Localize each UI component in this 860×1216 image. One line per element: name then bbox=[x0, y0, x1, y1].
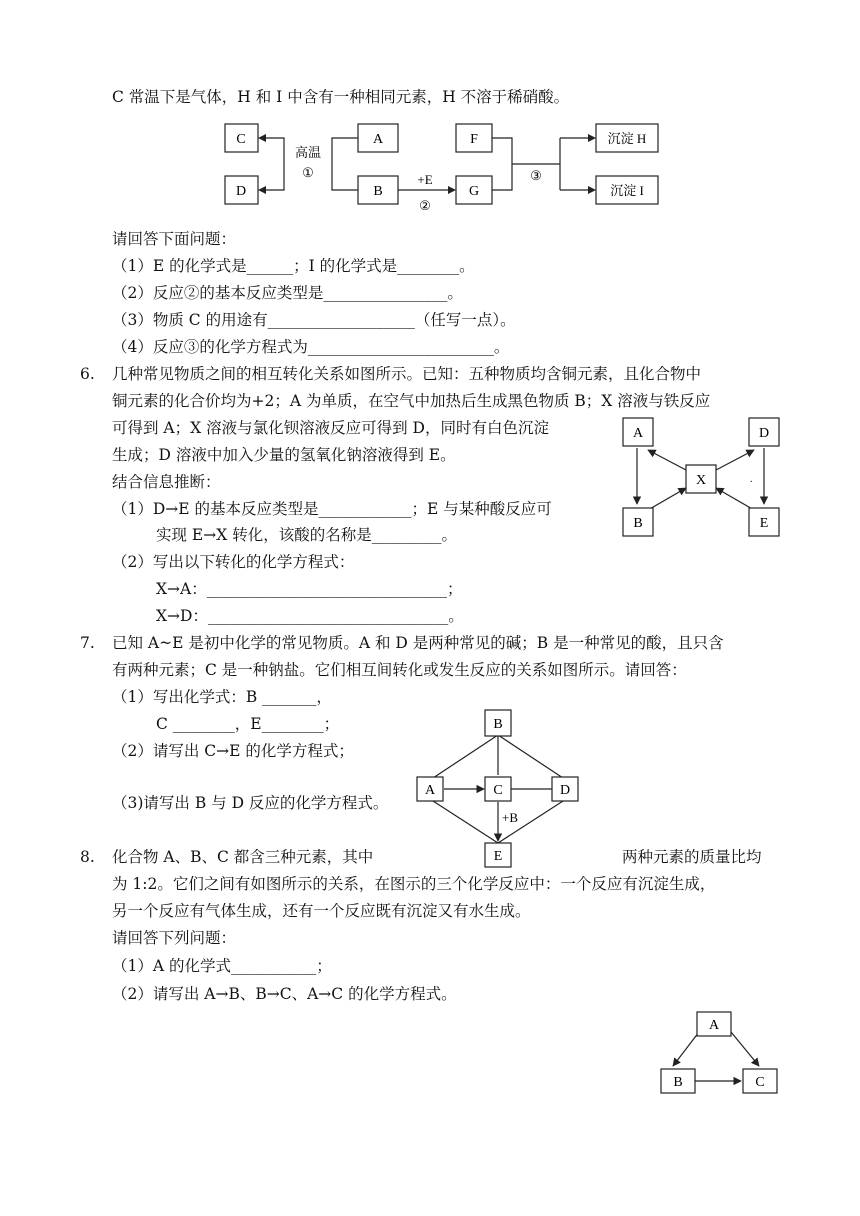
q8-sub1: （1）A 的化学式___________； bbox=[112, 957, 332, 975]
node-g-label: G bbox=[468, 184, 480, 199]
label-plus-e: +E bbox=[417, 172, 433, 187]
q5-sub4: （4）反应③的化学方程式为________________________。 bbox=[112, 338, 510, 356]
node-a-label: A bbox=[372, 132, 384, 147]
q5-reaction-diagram bbox=[220, 118, 670, 210]
node-x bbox=[686, 465, 716, 493]
node-e bbox=[749, 508, 779, 536]
node-b bbox=[358, 176, 398, 204]
node-c bbox=[225, 124, 258, 152]
q6-eq-x-a: X→A：_______________________________； bbox=[156, 580, 463, 598]
q8-line-4: 请回答下列问题： bbox=[112, 929, 237, 947]
q8-triangle-diagram bbox=[655, 1008, 785, 1100]
node-d-label: D bbox=[559, 783, 571, 798]
node-f-label: F bbox=[470, 132, 478, 147]
node-b-label: B bbox=[673, 1075, 683, 1090]
q7-number: 7. bbox=[80, 634, 95, 652]
label-reaction-2: ② bbox=[419, 198, 431, 210]
node-c-label: C bbox=[755, 1075, 765, 1090]
q5-sub1: （1）E 的化学式是______；I 的化学式是________。 bbox=[112, 257, 475, 275]
q6-line-4: 生成；D 溶液中加入少量的氢氧化钠溶液得到 E。 bbox=[112, 446, 456, 464]
q7-sub1: （1）写出化学式：B _______， bbox=[112, 688, 332, 706]
node-d bbox=[552, 777, 578, 801]
q6-line-5: 结合信息推断： bbox=[112, 473, 221, 491]
node-a-label: A bbox=[632, 426, 644, 441]
q8-number: 8. bbox=[80, 848, 95, 866]
q5-sub2: （2）反应②的基本反应类型是________________。 bbox=[112, 284, 463, 302]
node-precipitate-h bbox=[596, 124, 658, 152]
node-b-label: B bbox=[373, 184, 383, 199]
node-e bbox=[485, 843, 511, 867]
node-b bbox=[623, 508, 653, 536]
q7-diamond-diagram bbox=[410, 705, 582, 873]
q5-prompt: 请回答下面问题： bbox=[112, 230, 237, 248]
q7-sub3: （3)请写出 B 与 D 反应的化学方程式。 bbox=[112, 794, 389, 812]
q6-number: 6. bbox=[80, 365, 95, 383]
node-b-label: B bbox=[633, 516, 643, 531]
node-precipitate-h-label: 沉淀 H bbox=[607, 131, 647, 146]
q5-sub3: （3）物质 C 的用途有___________________（任写一点）。 bbox=[112, 311, 516, 329]
label-reaction-1: ① bbox=[302, 165, 314, 180]
node-g bbox=[456, 176, 492, 204]
q5-intro-line: C 常温下是气体，H 和 I 中含有一种相同元素，H 不溶于稀硝酸。 bbox=[112, 88, 570, 106]
node-e-label: E bbox=[759, 516, 769, 531]
node-c bbox=[485, 777, 511, 801]
node-b bbox=[485, 710, 511, 736]
node-a-label: A bbox=[424, 783, 436, 798]
q8-line-3: 另一个反应有气体生成，还有一个反应既有沉淀又有水生成。 bbox=[112, 902, 531, 920]
q8-line-1b: 两种元素的质量比均 bbox=[622, 848, 762, 866]
node-b-label: B bbox=[493, 717, 503, 732]
label-plus-b: +B bbox=[502, 810, 519, 825]
node-d bbox=[749, 418, 779, 446]
node-d bbox=[225, 176, 258, 204]
q6-line-1: 几种常见物质之间的相互转化关系如图所示。已知：五种物质均含铜元素，且化合物中 bbox=[112, 365, 702, 383]
q7-line-2: 有两种元素；C 是一种钠盐。它们相互间转化或发生反应的关系如图所示。请回答： bbox=[112, 661, 687, 679]
q6-line-2: 铜元素的化合价均为+2；A 为单质，在空气中加热后生成黑色物质 B；X 溶液与铁反应 bbox=[112, 392, 711, 410]
node-precipitate-i-label: 沉淀 I bbox=[610, 183, 644, 198]
q7-sub1-cont: C ________，E________； bbox=[156, 715, 340, 733]
node-d-label: D bbox=[758, 426, 770, 441]
node-precipitate-i bbox=[596, 176, 658, 204]
node-c-label: C bbox=[493, 783, 503, 798]
q8-sub2: （2）请写出 A→B、B→C、A→C 的化学方程式。 bbox=[112, 985, 457, 1003]
q6-line-3: 可得到 A；X 溶液与氯化钡溶液反应可得到 D，同时有白色沉淀 bbox=[112, 419, 549, 437]
node-a-label: A bbox=[708, 1018, 720, 1033]
node-c-label: C bbox=[236, 132, 246, 147]
node-a bbox=[697, 1012, 731, 1036]
node-a bbox=[358, 124, 398, 152]
q6-copper-diagram bbox=[620, 412, 782, 542]
q8-line-2: 为 1:2。它们之间有如图所示的关系，在图示的三个化学反应中：一个反应有沉淀生成， bbox=[112, 875, 716, 893]
label-high-temp: 高温 bbox=[294, 145, 322, 160]
q7-sub2: （2）请写出 C→E 的化学方程式； bbox=[112, 742, 354, 760]
q6-sub1: （1）D→E 的基本反应类型是____________；E 与某种酸反应可 bbox=[112, 500, 552, 518]
node-e-label: E bbox=[493, 849, 503, 864]
q6-sub1-cont: 实现 E→X 转化，该酸的名称是_________。 bbox=[156, 526, 457, 544]
node-d-label: D bbox=[235, 184, 247, 199]
q7-line-1: 已知 A~E 是初中化学的常见物质。A 和 D 是两种常见的碱；B 是一种常见的酸，且只含 bbox=[112, 634, 724, 652]
node-a bbox=[623, 418, 653, 446]
label-reaction-3: ③ bbox=[530, 168, 542, 183]
stray-dot: . bbox=[750, 474, 753, 485]
node-c bbox=[743, 1069, 777, 1093]
node-b bbox=[661, 1069, 695, 1093]
q6-eq-x-d: X→D：_______________________________。 bbox=[156, 607, 464, 625]
node-f bbox=[456, 124, 492, 152]
q8-line-1a: 化合物 A、B、C 都含三种元素，其中 bbox=[112, 848, 374, 866]
node-x-label: X bbox=[695, 473, 707, 488]
node-a bbox=[417, 777, 443, 801]
q6-sub2: （2）写出以下转化的化学方程式： bbox=[112, 553, 355, 571]
